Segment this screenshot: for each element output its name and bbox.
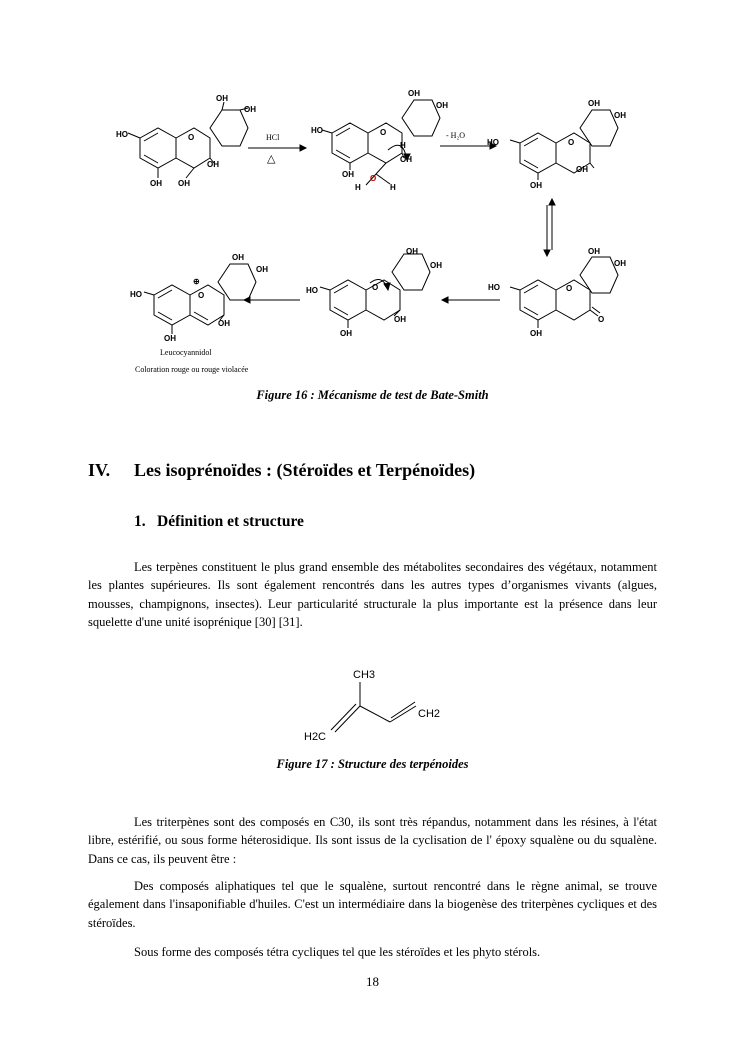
- atom-label: O: [380, 128, 387, 137]
- atom-label: O: [598, 315, 605, 324]
- atom-label: OH: [178, 179, 190, 188]
- atom-label: OH: [207, 160, 219, 169]
- atom-label: H: [390, 183, 396, 192]
- label-ch3: CH3: [353, 669, 376, 681]
- atom-label: HO: [306, 286, 318, 295]
- atom-label: OH: [430, 261, 442, 270]
- atom-label: H: [355, 183, 361, 192]
- atom-label: OH: [244, 105, 256, 114]
- figure-16-caption: Figure 16 : Mécanisme de test de Bate-Smith: [256, 388, 489, 402]
- heat-triangle-icon: △: [267, 152, 276, 165]
- product-color-label: Coloration rouge ou rouge violacée: [135, 365, 249, 374]
- atom-label: OH: [340, 329, 352, 338]
- label-ch2: CH2: [418, 708, 441, 720]
- atom-label: OH: [576, 165, 588, 174]
- molecule-intermediate-2: [510, 110, 618, 180]
- atom-label: HO: [130, 290, 142, 299]
- atom-label: OH: [342, 170, 354, 179]
- paragraph-aliphatic: Des composés aliphatiques tel que le squalène, surtout rencontré dans le règne animal, se trouve également dans l'insaponifiable d'huiles. C'est un intermédiaire dans la biogenèse des triterpènes cycliques et des stéroïdes.: [88, 879, 657, 930]
- atom-label: OH: [530, 181, 542, 190]
- figure-16-reaction-scheme: [0, 0, 745, 390]
- atom-label: OH: [588, 247, 600, 256]
- subsection-number: 1.: [134, 513, 146, 530]
- atom-label: OH: [232, 253, 244, 262]
- atom-label: OH: [530, 329, 542, 338]
- atom-label: OH: [406, 247, 418, 256]
- atom-label: OH: [400, 155, 412, 164]
- atom-label: OH: [436, 101, 448, 110]
- paragraph-tetracyclic: Sous forme des composés tétra cycliques tel que les stéroïdes et les phyto stérols.: [134, 945, 541, 959]
- atom-label: OH: [614, 111, 626, 120]
- atom-label: OH: [256, 265, 268, 274]
- atom-label: OH: [408, 89, 420, 98]
- product-name-label: Leucocyannidol: [160, 348, 212, 357]
- atom-label: OH: [588, 99, 600, 108]
- section-number: IV.: [88, 460, 111, 480]
- section-title: Les isoprénoïdes : (Stéroïdes et Terpénoïdes): [134, 460, 476, 480]
- subsection-title: Définition et structure: [157, 513, 304, 530]
- atom-label: O: [198, 291, 205, 300]
- atom-label: OH: [150, 179, 162, 188]
- label-h2c: H2C: [304, 731, 327, 743]
- atom-label: OH: [216, 94, 228, 103]
- atom-label: HO: [311, 126, 323, 135]
- atom-label: HO: [488, 283, 500, 292]
- atom-label: HO: [487, 138, 499, 147]
- atom-label: O: [566, 284, 573, 293]
- atom-label-oxygen-red: O: [370, 174, 377, 183]
- atom-label: OH: [218, 319, 230, 328]
- molecule-intermediate-1: [322, 100, 440, 185]
- atom-label: O: [188, 133, 195, 142]
- reagent-hcl-label: HCl: [266, 133, 280, 142]
- atom-label: OH: [614, 259, 626, 268]
- atom-label: HO: [116, 130, 128, 139]
- atom-label: O: [372, 283, 379, 292]
- atom-label-plus-charge: ⊕: [193, 277, 200, 286]
- figure-17-caption: Figure 17 : Structure des terpénoides: [276, 757, 469, 771]
- atom-label: O: [568, 138, 575, 147]
- atom-label: OH: [394, 315, 406, 324]
- atom-label: OH: [164, 334, 176, 343]
- reagent-water-loss-label: - H₂O: [446, 131, 466, 140]
- figure-17-isoprene-structure: [290, 660, 460, 750]
- paragraph-terpenes-definition: Les terpènes constituent le plus grand ensemble des métabolites secondaires des végétaux, notamment les plantes supérieures. Ils sont également rencontrés dans les autres types d’organismes vivants (algues, mousses, champignons, insectes). Leur particularité structurale la plus importante est la présence dans leur squelette d'une unité isoprénique [30] [31].: [88, 560, 657, 629]
- paragraph-triterpenes: Les triterpènes sont des composés en C30, ils sont très répandus, notamment dans les résines, à l'état libre, estérifié, ou sous forme héterosidique. Ils sont issus de la cyclisation de l' époxy squalène ou du squalène. Dans ce cas, ils peuvent être :: [88, 815, 657, 866]
- page-number: 18: [366, 974, 379, 989]
- atom-label: H: [400, 141, 406, 150]
